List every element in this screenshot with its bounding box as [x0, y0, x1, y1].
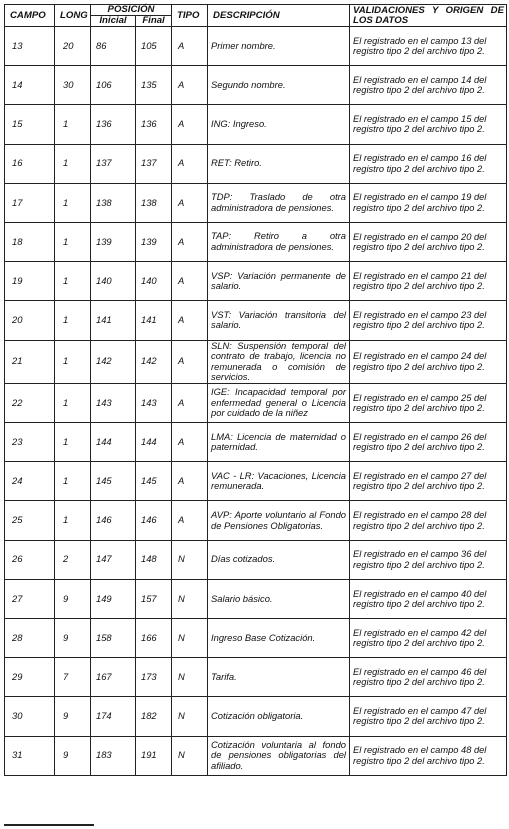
- cell-inicial: 147: [91, 540, 136, 579]
- cell-tipo: A: [172, 66, 208, 105]
- cell-descripcion: Segundo nombre.: [208, 66, 350, 105]
- cell-inicial: 145: [91, 462, 136, 501]
- cell-descripcion: TAP: Retiro a otra administradora de pensiones.: [208, 222, 350, 261]
- cell-final: 144: [136, 423, 172, 462]
- cell-campo: 16: [5, 144, 55, 183]
- cell-campo: 28: [5, 619, 55, 658]
- header-posicion: POSICIÓN: [91, 5, 172, 16]
- cell-final: 138: [136, 183, 172, 222]
- cell-campo: 13: [5, 27, 55, 66]
- header-campo: CAMPO: [5, 5, 55, 27]
- cell-long: 1: [55, 183, 91, 222]
- cell-validacion: El registrado en el campo 13 del registro tipo 2 del archivo tipo 2.: [350, 27, 507, 66]
- cell-descripcion: Cotización obligatoria.: [208, 697, 350, 736]
- cell-tipo: A: [172, 262, 208, 301]
- cell-descripcion: VSP: Variación permanente de salario.: [208, 262, 350, 301]
- cell-inicial: 183: [91, 736, 136, 775]
- cell-tipo: N: [172, 736, 208, 775]
- cell-inicial: 174: [91, 697, 136, 736]
- cell-tipo: N: [172, 619, 208, 658]
- cell-inicial: 144: [91, 423, 136, 462]
- cell-validacion: El registrado en el campo 16 del registro tipo 2 del archivo tipo 2.: [350, 144, 507, 183]
- cell-inicial: 106: [91, 66, 136, 105]
- cell-final: 137: [136, 144, 172, 183]
- cell-inicial: 86: [91, 27, 136, 66]
- cell-final: 142: [136, 340, 172, 383]
- table-row: [5, 736, 507, 775]
- table-row: [5, 462, 507, 501]
- table-row: [5, 66, 507, 105]
- cell-long: 1: [55, 105, 91, 144]
- cell-validacion: El registrado en el campo 36 del registro tipo 2 del archivo tipo 2.: [350, 540, 507, 579]
- table-row: [5, 105, 507, 144]
- cell-tipo: A: [172, 340, 208, 383]
- cell-inicial: 136: [91, 105, 136, 144]
- cell-inicial: 158: [91, 619, 136, 658]
- cell-inicial: 138: [91, 183, 136, 222]
- cell-long: 2: [55, 540, 91, 579]
- cell-campo: 24: [5, 462, 55, 501]
- cell-validacion: El registrado en el campo 47 del registro tipo 2 del archivo tipo 2.: [350, 697, 507, 736]
- cell-inicial: 139: [91, 222, 136, 261]
- page-rule: [4, 824, 94, 826]
- cell-long: 1: [55, 383, 91, 422]
- cell-final: 182: [136, 697, 172, 736]
- table-row: [5, 423, 507, 462]
- cell-long: 9: [55, 697, 91, 736]
- cell-campo: 26: [5, 540, 55, 579]
- cell-tipo: A: [172, 462, 208, 501]
- cell-inicial: 167: [91, 658, 136, 697]
- cell-long: 9: [55, 736, 91, 775]
- cell-tipo: A: [172, 27, 208, 66]
- cell-validacion: El registrado en el campo 21 del registro tipo 2 del archivo tipo 2.: [350, 262, 507, 301]
- cell-tipo: A: [172, 501, 208, 540]
- table-row: [5, 619, 507, 658]
- cell-campo: 22: [5, 383, 55, 422]
- table-row: [5, 658, 507, 697]
- cell-long: 30: [55, 66, 91, 105]
- cell-long: 20: [55, 27, 91, 66]
- cell-descripcion: Cotización voluntaria al fondo de pensiones obligatorias del afiliado.: [208, 736, 350, 775]
- header-descripcion: DESCRIPCIÓN: [208, 5, 350, 27]
- cell-descripcion: ING: Ingreso.: [208, 105, 350, 144]
- cell-long: 1: [55, 301, 91, 340]
- cell-inicial: 149: [91, 579, 136, 618]
- cell-tipo: N: [172, 579, 208, 618]
- table-row: [5, 579, 507, 618]
- cell-tipo: N: [172, 658, 208, 697]
- cell-validacion: El registrado en el campo 40 del registro tipo 2 del archivo tipo 2.: [350, 579, 507, 618]
- cell-tipo: A: [172, 144, 208, 183]
- cell-final: 166: [136, 619, 172, 658]
- cell-long: 1: [55, 262, 91, 301]
- cell-tipo: N: [172, 697, 208, 736]
- table-row: [5, 540, 507, 579]
- cell-final: 148: [136, 540, 172, 579]
- cell-descripcion: Días cotizados.: [208, 540, 350, 579]
- cell-inicial: 142: [91, 340, 136, 383]
- cell-descripcion: Primer nombre.: [208, 27, 350, 66]
- cell-validacion: El registrado en el campo 14 del registro tipo 2 del archivo tipo 2.: [350, 66, 507, 105]
- cell-campo: 15: [5, 105, 55, 144]
- table-body: [5, 27, 507, 776]
- table-row: [5, 222, 507, 261]
- cell-inicial: 143: [91, 383, 136, 422]
- cell-campo: 29: [5, 658, 55, 697]
- cell-campo: 14: [5, 66, 55, 105]
- cell-campo: 17: [5, 183, 55, 222]
- cell-final: 157: [136, 579, 172, 618]
- header-long: LONG: [55, 5, 91, 27]
- specification-table: [4, 4, 507, 776]
- cell-final: 139: [136, 222, 172, 261]
- table-row: [5, 27, 507, 66]
- cell-campo: 20: [5, 301, 55, 340]
- cell-long: 1: [55, 340, 91, 383]
- cell-descripcion: VAC - LR: Vacaciones, Licencia remunerada.: [208, 462, 350, 501]
- cell-validacion: El registrado en el campo 15 del registro tipo 2 del archivo tipo 2.: [350, 105, 507, 144]
- cell-validacion: El registrado en el campo 48 del registro tipo 2 del archivo tipo 2.: [350, 736, 507, 775]
- cell-long: 7: [55, 658, 91, 697]
- header-final: Final: [136, 16, 172, 27]
- cell-long: 1: [55, 501, 91, 540]
- cell-final: 140: [136, 262, 172, 301]
- cell-descripcion: Tarifa.: [208, 658, 350, 697]
- cell-long: 1: [55, 462, 91, 501]
- header-validaciones: VALIDACIONES Y ORIGEN DE LOS DATOS: [350, 5, 507, 27]
- cell-campo: 23: [5, 423, 55, 462]
- cell-final: 145: [136, 462, 172, 501]
- cell-descripcion: AVP: Aporte voluntario al Fondo de Pensiones Obligatorias.: [208, 501, 350, 540]
- cell-campo: 18: [5, 222, 55, 261]
- cell-final: 146: [136, 501, 172, 540]
- cell-validacion: El registrado en el campo 42 del registro tipo 2 del archivo tipo 2.: [350, 619, 507, 658]
- cell-tipo: A: [172, 183, 208, 222]
- cell-validacion: El registrado en el campo 25 del registro tipo 2 del archivo tipo 2.: [350, 383, 507, 422]
- cell-final: 135: [136, 66, 172, 105]
- cell-descripcion: VST: Variación transitoria del salario.: [208, 301, 350, 340]
- table-row: [5, 501, 507, 540]
- cell-tipo: A: [172, 301, 208, 340]
- table-row: [5, 183, 507, 222]
- table-header: [5, 5, 507, 27]
- cell-descripcion: Salario básico.: [208, 579, 350, 618]
- cell-inicial: 140: [91, 262, 136, 301]
- cell-tipo: A: [172, 105, 208, 144]
- table-row: [5, 340, 507, 383]
- cell-descripcion: SLN: Suspensión temporal del contrato de trabajo, licencia no remunerada o comisión de servicios.: [208, 340, 350, 383]
- cell-long: 9: [55, 619, 91, 658]
- cell-tipo: A: [172, 383, 208, 422]
- cell-final: 105: [136, 27, 172, 66]
- cell-descripcion: Ingreso Base Cotización.: [208, 619, 350, 658]
- cell-long: 1: [55, 222, 91, 261]
- cell-final: 136: [136, 105, 172, 144]
- cell-campo: 27: [5, 579, 55, 618]
- cell-descripcion: IGE: Incapacidad temporal por enfermedad general o Licencia por cuidado de la niñez: [208, 383, 350, 422]
- cell-campo: 30: [5, 697, 55, 736]
- cell-validacion: El registrado en el campo 19 del registro tipo 2 del archivo tipo 2.: [350, 183, 507, 222]
- cell-validacion: El registrado en el campo 27 del registro tipo 2 del archivo tipo 2.: [350, 462, 507, 501]
- cell-campo: 25: [5, 501, 55, 540]
- header-tipo: TIPO: [172, 5, 208, 27]
- cell-validacion: El registrado en el campo 46 del registro tipo 2 del archivo tipo 2.: [350, 658, 507, 697]
- cell-campo: 19: [5, 262, 55, 301]
- cell-inicial: 141: [91, 301, 136, 340]
- cell-descripcion: TDP: Traslado de otra administradora de pensiones.: [208, 183, 350, 222]
- cell-long: 1: [55, 423, 91, 462]
- table-row: [5, 262, 507, 301]
- cell-final: 173: [136, 658, 172, 697]
- cell-validacion: El registrado en el campo 23 del registro tipo 2 del archivo tipo 2.: [350, 301, 507, 340]
- cell-descripcion: LMA: Licencia de maternidad o paternidad.: [208, 423, 350, 462]
- cell-campo: 31: [5, 736, 55, 775]
- cell-validacion: El registrado en el campo 20 del registro tipo 2 del archivo tipo 2.: [350, 222, 507, 261]
- cell-inicial: 137: [91, 144, 136, 183]
- cell-long: 9: [55, 579, 91, 618]
- table-row: [5, 383, 507, 422]
- header-inicial: Inicial: [91, 16, 136, 27]
- cell-final: 191: [136, 736, 172, 775]
- cell-final: 143: [136, 383, 172, 422]
- cell-inicial: 146: [91, 501, 136, 540]
- cell-validacion: El registrado en el campo 28 del registro tipo 2 del archivo tipo 2.: [350, 501, 507, 540]
- cell-final: 141: [136, 301, 172, 340]
- cell-campo: 21: [5, 340, 55, 383]
- table-row: [5, 144, 507, 183]
- table-row: [5, 301, 507, 340]
- cell-tipo: N: [172, 540, 208, 579]
- cell-descripcion: RET: Retiro.: [208, 144, 350, 183]
- table-row: [5, 697, 507, 736]
- cell-validacion: El registrado en el campo 26 del registro tipo 2 del archivo tipo 2.: [350, 423, 507, 462]
- cell-long: 1: [55, 144, 91, 183]
- cell-tipo: A: [172, 423, 208, 462]
- cell-validacion: El registrado en el campo 24 del registro tipo 2 del archivo tipo 2.: [350, 340, 507, 383]
- cell-tipo: A: [172, 222, 208, 261]
